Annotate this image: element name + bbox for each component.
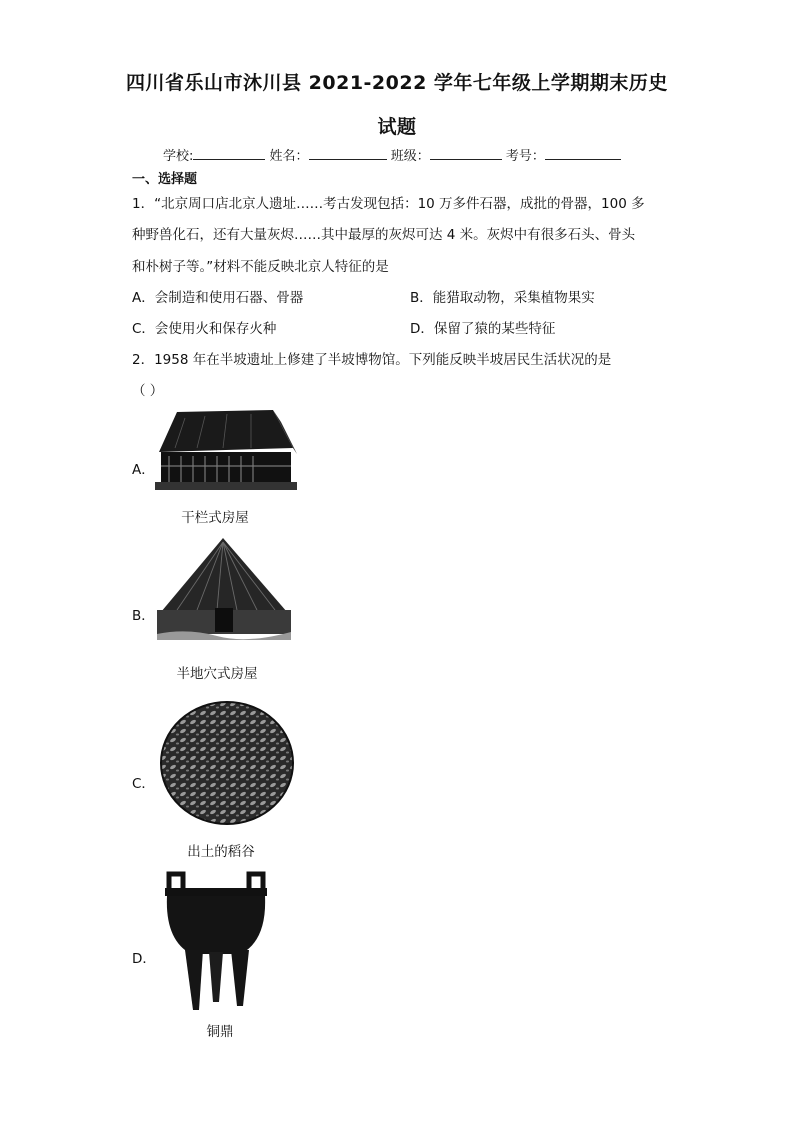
q2-option-c-letter[interactable]: C． xyxy=(132,776,155,792)
q2-option-a-caption: 干栏式房屋 xyxy=(181,510,249,526)
q2-line1: 2．1958 年在半坡遗址上修建了半坡博物馆。下列能反映半坡居民生活状况的是 xyxy=(132,352,612,368)
q2-answer-bracket: （ ） xyxy=(132,383,164,399)
q1-option-d[interactable]: D．保留了猿的某些特征 xyxy=(410,321,556,337)
q2-option-a-letter[interactable]: A． xyxy=(132,462,155,478)
section-heading: 一、选择题 xyxy=(132,172,198,187)
number-blank[interactable] xyxy=(545,147,621,160)
q2-option-b-caption: 半地穴式房屋 xyxy=(176,666,258,682)
page-title-line1: 四川省乐山市沐川县 2021-2022 学年七年级上学期期末历史 xyxy=(126,72,668,94)
name-blank[interactable] xyxy=(309,147,387,160)
student-info-row xyxy=(163,145,621,164)
semi-subterranean-house-image xyxy=(157,536,291,640)
q1-line1: 1．“北京周口店北京人遗址……考古发现包括：10 万多件石器，成批的骨器，100 多 xyxy=(132,196,645,212)
q2-option-c-caption: 出土的稻谷 xyxy=(187,844,255,860)
school-label: 学校: xyxy=(163,149,194,164)
q1-option-b[interactable]: B．能猎取动物，采集植物果实 xyxy=(410,290,595,306)
class-label: 班级： xyxy=(390,149,430,164)
page-title-line2: 试题 xyxy=(377,116,417,138)
bronze-ding-image xyxy=(161,870,271,1012)
q1-option-c[interactable]: C．会使用火和保存火种 xyxy=(132,321,277,337)
q2-option-d-letter[interactable]: D． xyxy=(132,951,156,967)
number-label: 考号： xyxy=(505,149,545,164)
q2-option-d-caption: 铜鼎 xyxy=(206,1024,234,1040)
q2-option-b-letter[interactable]: B． xyxy=(132,608,155,624)
rice-grains-image xyxy=(159,700,295,826)
name-label: 姓名： xyxy=(269,149,309,164)
q1-line2: 种野兽化石，还有大量灰烬……其中最厚的灰烬可达 4 米。灰烬中有很多石头、骨头 xyxy=(132,227,636,243)
class-blank[interactable] xyxy=(430,147,502,160)
stilt-house-image xyxy=(155,408,297,490)
q1-option-a[interactable]: A．会制造和使用石器、骨器 xyxy=(132,290,304,306)
school-blank[interactable] xyxy=(193,147,265,160)
q1-line3: 和朴树子等。”材料不能反映北京人特征的是 xyxy=(132,259,389,275)
